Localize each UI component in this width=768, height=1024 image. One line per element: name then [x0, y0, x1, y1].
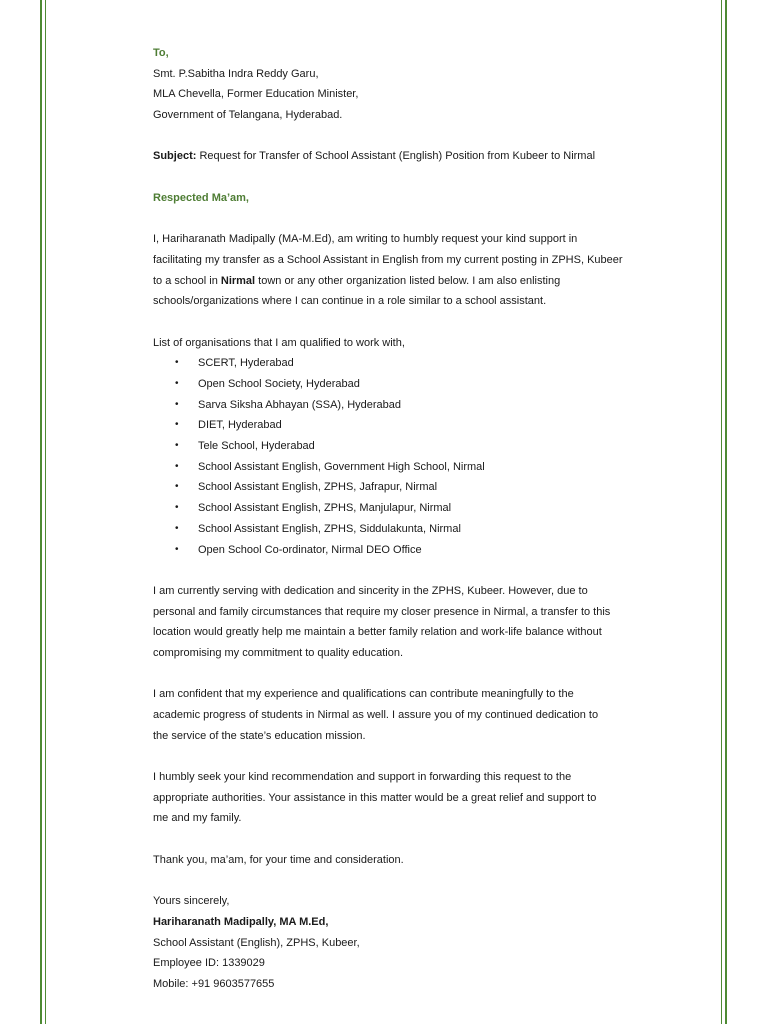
list-item: [153, 353, 643, 374]
bullet-icon: •: [175, 378, 179, 389]
nirmal-emphasis: Nirmal: [220, 274, 256, 287]
organisation-name: Sarva Siksha Abhayan (SSA), Hyderabad: [198, 398, 402, 411]
organisation-name: Tele School, Hyderabad: [198, 440, 315, 453]
bullet-icon: •: [175, 357, 179, 369]
organisation-name: School Assistant English, Government High School, Nirmal: [198, 460, 485, 473]
bullet-icon: •: [175, 460, 179, 472]
recipient-government: Government of Telangana, Hyderabad.: [153, 109, 343, 122]
paragraph4-line: appropriate authorities. Your assistance in this matter would be a great relief and support to: [153, 791, 597, 804]
organisation-name: SCERT, Hyderabad: [198, 357, 294, 370]
bullet-icon: •: [175, 502, 179, 514]
page-border-right-outer: [725, 0, 727, 1024]
paragraph1-line: I, Hariharanath Madipally (MA-M.Ed), am writing to humbly request your kind support in: [153, 233, 578, 246]
paragraph2-line: location would greatly help me maintain a better family relation and work-life balance without: [153, 626, 602, 639]
list-item: [153, 498, 643, 519]
organisation-list: [153, 353, 643, 560]
list-item: [153, 415, 643, 436]
paragraph1-line: schools/organizations where I can continue in a role similar to a school assistant.: [153, 295, 547, 308]
list-intro: List of organisations that I am qualified to work with,: [153, 336, 405, 349]
subject-line: [153, 146, 643, 167]
to-label: To,: [153, 47, 169, 59]
list-item: [153, 374, 643, 395]
paragraph1-line: [153, 271, 643, 292]
paragraph1-text: to a school in: [153, 274, 221, 287]
list-item: [153, 436, 643, 457]
organisation-name: School Assistant English, ZPHS, Siddulakunta, Nirmal: [198, 522, 461, 535]
paragraph2-line: personal and family circumstances that require my closer presence in Nirmal, a transfer to this: [153, 605, 611, 618]
sender-position: School Assistant (English), ZPHS, Kubeer,: [153, 936, 360, 949]
paragraph1-line: facilitating my transfer as a School Assistant in English from my current posting in ZPHS, Kubeer: [153, 253, 623, 266]
letter-body: [153, 43, 643, 995]
organisation-name: School Assistant English, ZPHS, Jafrapur, Nirmal: [198, 481, 438, 494]
list-item: [153, 540, 643, 561]
paragraph2-line: I am currently serving with dedication and sincerity in the ZPHS, Kubeer. However, due to: [153, 584, 588, 597]
mobile-number: Mobile: +91 9603577655: [153, 977, 275, 990]
salutation: Respected Ma’am,: [153, 191, 249, 204]
sender-name: Hariharanath Madipally, MA M.Ed,: [153, 915, 329, 928]
recipient-designation: MLA Chevella, Former Education Minister,: [153, 88, 359, 101]
thanks-line: Thank you, ma’am, for your time and consideration.: [153, 853, 404, 866]
bullet-icon: •: [175, 481, 179, 493]
page-border-left-outer: [40, 0, 42, 1024]
paragraph2-line: compromising my commitment to quality education.: [153, 646, 404, 659]
organisation-name: DIET, Hyderabad: [198, 419, 282, 432]
paragraph1-text: town or any other organization listed below. I am also enlisting: [255, 274, 561, 287]
list-item: [153, 519, 643, 540]
paragraph3-line: academic progress of students in Nirmal as well. I assure you of my continued dedication to: [153, 709, 599, 721]
bullet-icon: •: [175, 522, 179, 534]
paragraph3-line: I am confident that my experience and qualifications can contribute meaningfully to the: [153, 688, 574, 701]
organisation-name: Open School Society, Hyderabad: [198, 378, 360, 390]
employee-id: Employee ID: 1339029: [153, 957, 265, 970]
bullet-icon: •: [175, 398, 179, 410]
bullet-icon: •: [175, 419, 179, 431]
list-item: [153, 477, 643, 498]
paragraph4-line: I humbly seek your kind recommendation and support in forwarding this request to the: [153, 771, 572, 784]
paragraph4-line: me and my family.: [153, 812, 242, 825]
page-border-left-inner: [45, 0, 46, 1024]
subject-text: Request for Transfer of School Assistant (English) Position from Kubeer to Nirmal: [196, 150, 596, 163]
subject-label: Subject:: [153, 150, 197, 163]
recipient-name: Smt. P.Sabitha Indra Reddy Garu,: [153, 67, 319, 80]
closing: Yours sincerely,: [153, 895, 230, 908]
paragraph3-line: the service of the state’s education mission.: [153, 729, 366, 742]
organisation-name: Open School Co-ordinator, Nirmal DEO Office: [198, 543, 422, 556]
bullet-icon: •: [175, 543, 179, 555]
list-item: [153, 457, 643, 478]
list-item: [153, 395, 643, 416]
page-border-right-inner: [721, 0, 722, 1024]
bullet-icon: •: [175, 440, 179, 452]
organisation-name: School Assistant English, ZPHS, Manjulapur, Nirmal: [198, 502, 452, 515]
